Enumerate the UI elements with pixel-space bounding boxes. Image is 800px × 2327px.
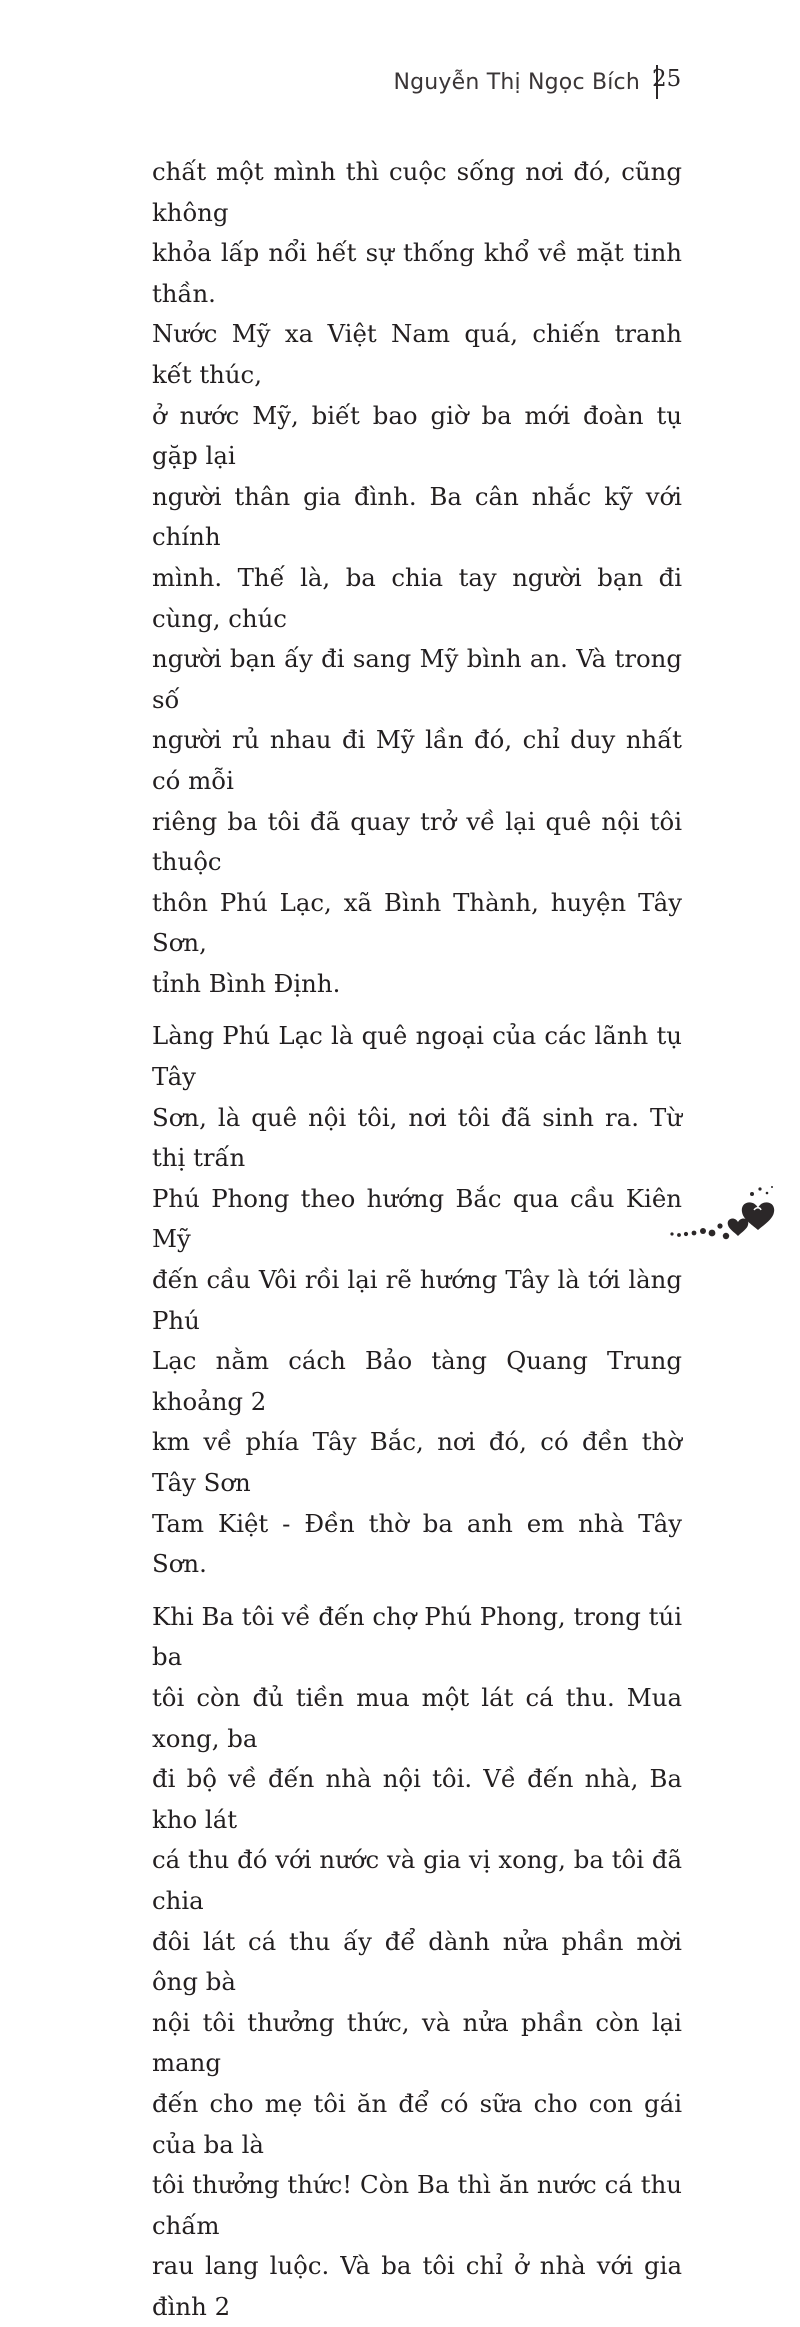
header-author: Nguyễn Thị Ngọc Bích	[393, 69, 640, 95]
paragraph-2: Làng Phú Lạc là quê ngoại của các lãnh tụ Tây Sơn, là quê nội tôi, nơi tôi đã sinh ra. Từ thị trấn Phú Phong theo hướng Bắc qua cầu Kiên Mỹ đến cầu Vôi rồi lại rẽ hướng Tây là tới làng Phú Lạc nằm cách Bảo tàng Quang Trung khoảng 2 km về phía Tây Bắc, nơi đó, có đền thờ Tây Sơn Tam Kiệt - Đền thờ ba anh em nhà Tây Sơn.	[152, 1021, 682, 1579]
paragraph-1: chất một mình thì cuộc sống nơi đó, cũng không khỏa lấp nổi hết sự thống khổ về mặt tinh thần. Nước Mỹ xa Việt Nam quá, chiến tranh kết thúc, ở nước Mỹ, biết bao giờ ba mới đoàn tụ gặp lại người thân gia đình. Ba cân nhắc kỹ với chính mình. Thế là, ba chia tay người bạn đi cùng, chúc người bạn ấy đi sang Mỹ bình an. Và trong số người rủ nhau đi Mỹ lần đó, chỉ duy nhất có mỗi riêng ba tôi đã quay trở về lại quê nội tôi thuộc thôn Phú Lạc, xã Bình Thành, huyện Tây Sơn, tỉnh Bình Định.	[152, 157, 682, 998]
body-text	[152, 152, 682, 2327]
paragraph-3: Khi Ba tôi về đến chợ Phú Phong, trong túi ba tôi còn đủ tiền mua một lát cá thu. Mua xong, ba đi bộ về đến nhà nội tôi. Về đến nhà, Ba kho lát cá thu đó với nước và gia vị xong, ba tôi đã chia đôi lát cá thu ấy để dành nửa phần mời ông bà nội tôi thưởng thức, và nửa phần còn lại mang đến cho mẹ tôi ăn để có sữa cho con gái của ba là tôi thưởng thức! Còn Ba thì ăn nước cá thu chấm rau lang luộc. Và ba tôi chỉ ở nhà với gia đình 2	[152, 1601, 682, 2321]
hearts-dots-ornament-icon	[668, 1182, 778, 1252]
running-header	[393, 62, 680, 102]
page-number: 25	[652, 66, 682, 92]
